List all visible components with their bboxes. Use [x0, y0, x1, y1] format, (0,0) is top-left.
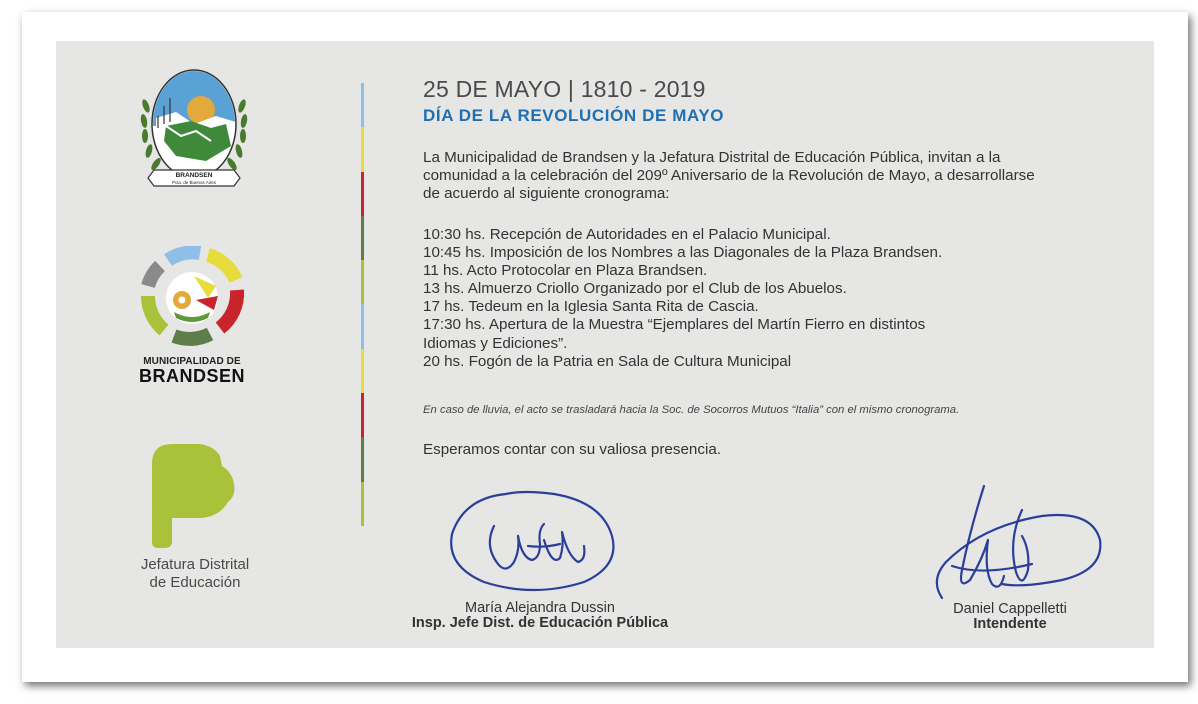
- municipalidad-ring-logo: [138, 246, 246, 346]
- signatory-right-role: Intendente: [973, 616, 1047, 632]
- jefatura-logo-text: [110, 556, 280, 592]
- signatory-left-role: Insp. Jefe Dist. de Educación Pública: [411, 615, 669, 631]
- municipalidad-line1: MUNICIPALIDAD DE: [143, 356, 241, 367]
- signatory-right-name: Daniel Cappelletti: [953, 601, 1067, 617]
- rain-note: En caso de lluvia, el acto se trasladará hacia la Soc. de Socorros Mutuos “Italia” con el mismo cronograma.: [423, 404, 960, 416]
- intro-line: de acuerdo al siguiente cronograma:: [423, 185, 670, 202]
- jefatura-line1: Jefatura Distrital: [140, 556, 250, 573]
- page-subtitle: DÍA DE LA REVOLUCIÓN DE MAYO: [423, 106, 725, 125]
- page-title: 25 DE MAYO | 1810 - 2019: [423, 76, 706, 102]
- jefatura-province-logo: [148, 438, 244, 552]
- closing-line: Esperamos contar con su valiosa presencia.: [423, 441, 721, 458]
- svg-text:Pcia. de Buenos Aires: Pcia. de Buenos Aires: [171, 180, 217, 185]
- schedule-item: 20 hs. Fogón de la Patria en Sala de Cultura Municipal: [423, 352, 792, 370]
- jefatura-line2: de Educación: [149, 574, 241, 591]
- intro-line: comunidad a la celebración del 209º Aniversario de la Revolución de Mayo, a desarrollarse: [423, 167, 1035, 184]
- schedule-item: 10:30 hs. Recepción de Autoridades en el Palacio Municipal.: [423, 226, 831, 243]
- color-divider: [361, 83, 364, 526]
- schedule-item: 11 hs. Acto Protocolar en Plaza Brandsen.: [423, 262, 708, 280]
- schedule-list: [423, 226, 942, 371]
- signature-right: [922, 480, 1106, 610]
- svg-text:BRANDSEN: BRANDSEN: [175, 172, 213, 179]
- signatory-left-name: María Alejandra Dussin: [465, 600, 615, 616]
- municipalidad-line2: BRANDSEN: [138, 366, 245, 386]
- intro-line: La Municipalidad de Brandsen y la Jefatura Distrital de Educación Pública, invitan a la: [423, 149, 1001, 166]
- brandsen-crest-logo: [136, 66, 252, 190]
- signature-left: [444, 486, 624, 604]
- schedule-item: 13 hs. Almuerzo Criollo Organizado por el Club de los Abuelos.: [423, 280, 847, 298]
- schedule-item: 17 hs. Tedeum en la Iglesia Santa Rita de Cascia.: [423, 298, 759, 316]
- intro-paragraph: [423, 149, 1083, 203]
- schedule-item: Idiomas y Ediciones”.: [423, 334, 568, 352]
- schedule-item: 17:30 hs. Apertura de la Muestra “Ejemplares del Martín Fierro en distintos: [423, 316, 926, 334]
- schedule-item: 10:45 hs. Imposición de los Nombres a las Diagonales de la Plaza Brandsen.: [423, 244, 943, 262]
- municipalidad-logo-text: [136, 356, 248, 385]
